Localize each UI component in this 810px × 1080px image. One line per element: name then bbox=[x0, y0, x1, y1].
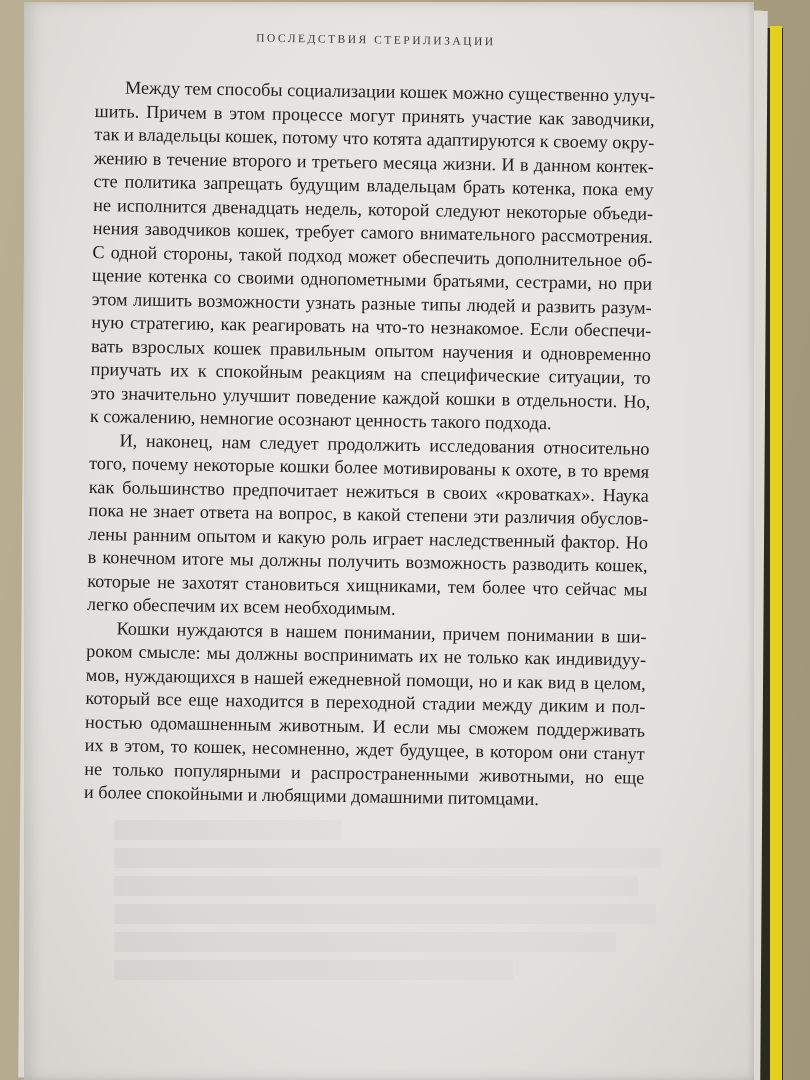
text-line: которые не захотят становиться хищниками, тем более что сейчас мы bbox=[87, 570, 648, 600]
text-line: С одной стороны, такой подход может обеспечить дополнительное об- bbox=[92, 241, 653, 271]
text-line: вать взрослых кошек правильным опытом научения и одновременно bbox=[90, 335, 652, 365]
paragraph bbox=[90, 76, 655, 437]
text-line: мов, нуждающихся в нашей ежедневной помощи, но и как вид в целом, bbox=[85, 664, 646, 694]
text-line: в конечном итоге мы должны получить возможность разводить кошек, bbox=[87, 546, 648, 576]
text-line: шить. Причем в этом процессе могут принять участие как заводчики, bbox=[94, 100, 655, 130]
text-line: И, наконец, нам следует продолжить исследования относительно bbox=[119, 429, 650, 459]
text-line: роком смысле: мы должны воспринимать их не только как индивидуу- bbox=[86, 640, 647, 670]
text-line: приучать их к спокойным реакциям на специфические ситуации, то bbox=[90, 358, 651, 388]
paragraph bbox=[84, 616, 647, 813]
text-line: щение котенка со своими однопометными братьями, сестрами, но при bbox=[91, 264, 653, 294]
text-line: и более спокойными и любящими домашними питомцами. bbox=[83, 781, 540, 810]
text-line: не исполнится двенадцать недель, которой следуют некоторые объеди- bbox=[93, 194, 654, 224]
text-line: их в этом, то кошек, несомненно, ждет будущее, в котором они станут bbox=[84, 734, 645, 764]
text-line: лены ранним опытом и какую роль играет наследственный фактор. Но bbox=[87, 523, 649, 553]
text-line: жению в течение второго и третьего месяца жизни. И в данном контек- bbox=[93, 147, 655, 177]
running-head: ПОСЛЕДСТВИЯ СТЕРИЛИЗАЦИИ bbox=[256, 32, 496, 49]
text-line: сте политика запрещать будущим владельцам брать котенка, пока ему bbox=[93, 170, 654, 200]
text-line: к сожалению, немногие осознают ценность такого подхода. bbox=[89, 405, 552, 434]
body-text bbox=[84, 76, 655, 813]
page-content bbox=[84, 30, 656, 813]
text-line: Кошки нуждаются в нашем понимании, причем понимании в ши- bbox=[116, 617, 647, 647]
show-through-text bbox=[114, 820, 684, 988]
book-cover-spine-yellow bbox=[770, 26, 782, 1080]
text-line: легко обеспечим их всем необходимым. bbox=[86, 593, 396, 619]
paragraph bbox=[87, 428, 650, 625]
text-line: это значительно улучшит поведение каждой кошки в отдельности. Но, bbox=[90, 382, 651, 412]
text-line: Между тем способы социализации кошек можно существенно улуч- bbox=[124, 77, 656, 106]
text-line: ную стратегию, как реагировать на что-то незнакомое. Если обеспечи- bbox=[91, 311, 652, 341]
text-line: ностью одомашненным животным. И если мы сможем поддерживать bbox=[84, 711, 646, 741]
text-line: пока не знает ответа на вопрос, в какой степени эти различия обуслов- bbox=[88, 499, 649, 529]
text-line: не только популярными и распространенными животными, но еще bbox=[84, 758, 645, 788]
text-line: того, почему некоторые кошки более мотивированы к охоте, в то время bbox=[89, 452, 650, 482]
text-line: нения заводчиков кошек, требует самого внимательного рассмотрения. bbox=[92, 217, 653, 247]
text-line: так и владельцы кошек, потому что котята адаптируются к своему окру- bbox=[94, 123, 655, 153]
text-line: как большинство предпочитает нежиться в своих «кроватках». Наука bbox=[88, 476, 649, 506]
text-line: который все еще находится в переходной стадии между диким и пол- bbox=[85, 687, 646, 717]
text-line: этом лишить возможности узнать разные типы людей и развить разум- bbox=[91, 288, 652, 318]
